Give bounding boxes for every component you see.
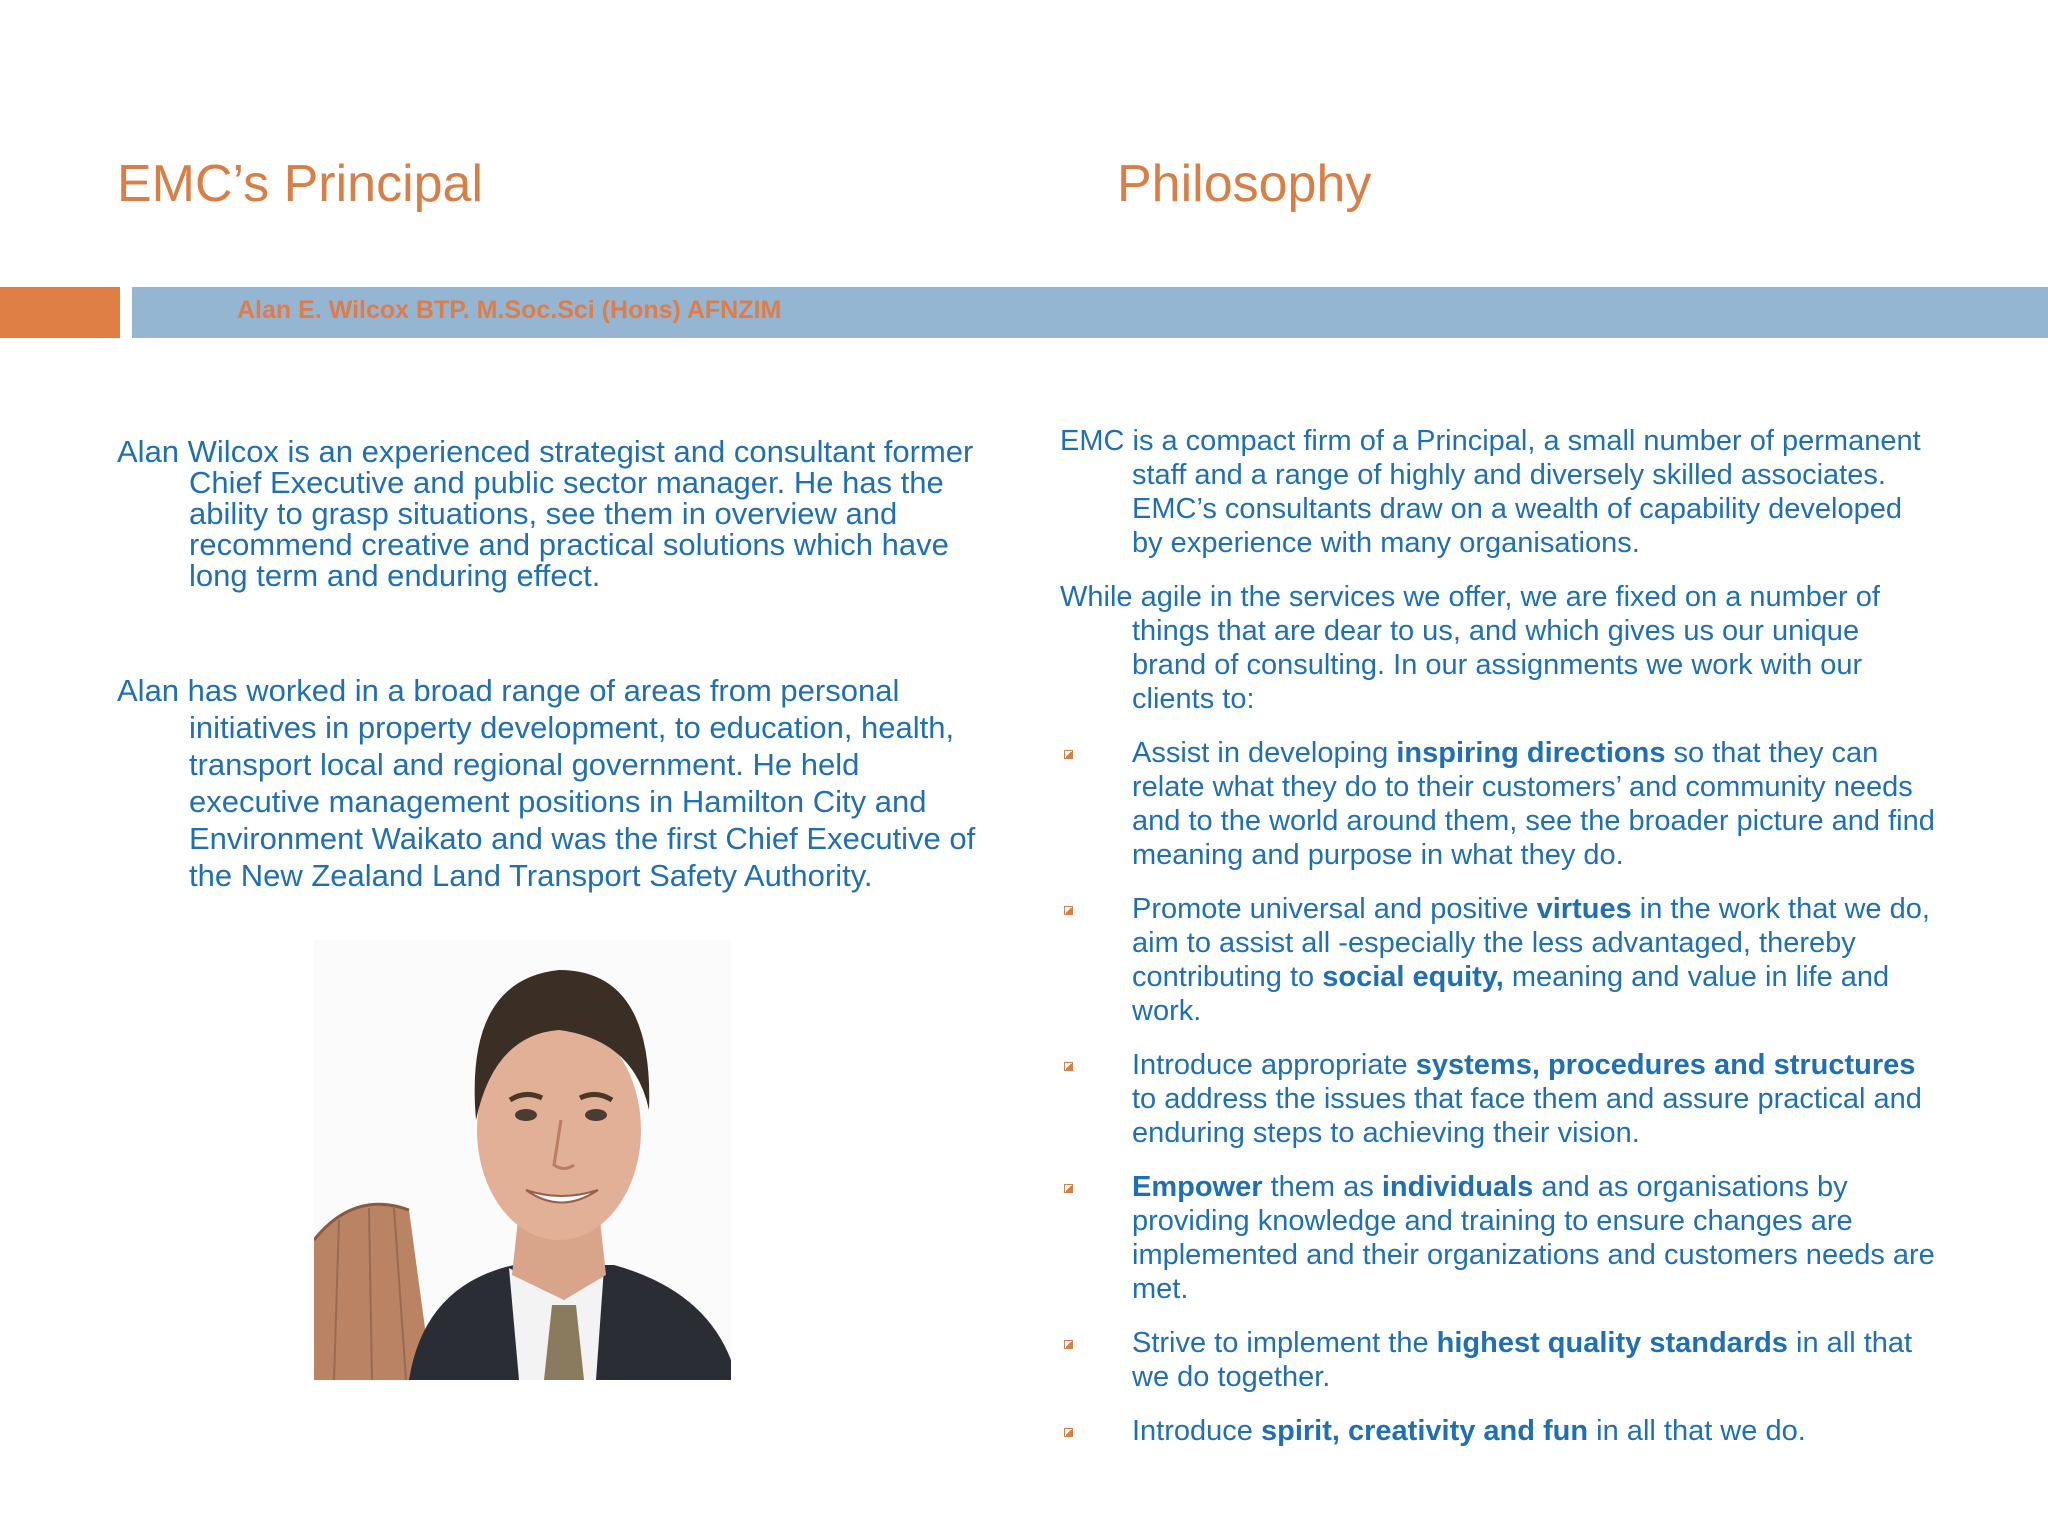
square-bullet-icon: [1064, 750, 1073, 759]
bullet-text: Promote universal and positive: [1132, 893, 1537, 925]
accent-band-orange: [0, 287, 120, 338]
philosophy-bullet-list: [1060, 736, 1940, 1448]
bullet-text: and as organisations by providing knowledge and training to ensure changes are implemented and their organizations and customers needs are met.: [1132, 1171, 1935, 1305]
square-bullet-icon: [1064, 1340, 1073, 1349]
square-bullet-icon: [1064, 1428, 1073, 1437]
bullet-text: to address the issues that face them and assure practical and enduring steps to achieving their vision.: [1132, 1083, 1922, 1149]
bullet-emphasis: systems, procedures and structures: [1415, 1049, 1916, 1081]
bullet-text: Assist in developing: [1132, 737, 1397, 769]
philosophy-text: [1060, 424, 1940, 1468]
philosophy-bullet-item: [1060, 1048, 1940, 1150]
square-bullet-icon: [1064, 906, 1073, 915]
bullet-emphasis: virtues: [1536, 893, 1632, 925]
bullet-text: them as: [1262, 1171, 1382, 1203]
philosophy-bullet-item: [1060, 1326, 1940, 1394]
bullet-text: in the work that we do, aim to assist all -especially the less advantaged, thereby contributing to: [1132, 893, 1930, 993]
bullet-emphasis: Empower: [1132, 1171, 1263, 1203]
philosophy-paragraph-1: EMC is a compact firm of a Principal, a small number of permanent staff and a range of highly and diversely skilled associates. EMC’s consultants draw on a wealth of capability developed by experience with many organisations.: [1060, 425, 1921, 559]
square-bullet-icon: [1064, 1184, 1073, 1193]
philosophy-paragraph-2: While agile in the services we offer, we are fixed on a number of things that are dear to us, and which gives us our unique brand of consulting. In our assignments we work with our clients to:: [1060, 581, 1880, 715]
title-philosophy: Philosophy: [1117, 155, 1372, 213]
philosophy-bullet-item: [1060, 736, 1940, 872]
bullet-emphasis: social equity,: [1322, 961, 1504, 993]
bullet-text: Introduce appropriate: [1132, 1049, 1416, 1081]
philosophy-bullet-item: [1060, 1170, 1940, 1306]
bio-paragraph-1: Alan Wilcox is an experienced strategist and consultant former Chief Executive and public sector manager. He has the ability to grasp situations, see them in overview and recommend creative and practical solutions which have long term and enduring effect.: [117, 434, 974, 593]
title-principal: EMC’s Principal: [117, 155, 484, 213]
bullet-text: in all that we do together.: [1132, 1327, 1913, 1393]
principal-bio: [117, 436, 997, 894]
bullet-emphasis: inspiring directions: [1396, 737, 1666, 769]
philosophy-bullet-item: [1060, 892, 1940, 1028]
square-bullet-icon: [1064, 1062, 1073, 1071]
bullet-text: in all that we do.: [1588, 1415, 1806, 1447]
bullet-text: so that they can relate what they do to their customers’ and community needs and to the world around them, see the broader picture and find meaning and purpose in what they do.: [1132, 737, 1935, 871]
bullet-text: Introduce: [1132, 1415, 1261, 1447]
bullet-emphasis: individuals: [1381, 1171, 1534, 1203]
bullet-emphasis: highest quality standards: [1436, 1327, 1788, 1359]
principal-credentials: Alan E. Wilcox BTP. M.Soc.Sci (Hons) AFNZIM: [237, 296, 782, 324]
bio-paragraph-2: Alan has worked in a broad range of areas from personal initiatives in property development, to education, health, transport local and regional government. He held executive management positions in Hamilton City and Environment Waikato and was the first Chief Executive of the New Zealand Land Transport Safety Authority.: [117, 673, 976, 893]
bullet-text: meaning and value in life and work.: [1132, 961, 1890, 1027]
bullet-emphasis: spirit, creativity and fun: [1260, 1415, 1589, 1447]
principal-photo: [314, 940, 731, 1380]
philosophy-bullet-item: [1060, 1414, 1940, 1448]
bullet-text: Strive to implement the: [1132, 1327, 1437, 1359]
